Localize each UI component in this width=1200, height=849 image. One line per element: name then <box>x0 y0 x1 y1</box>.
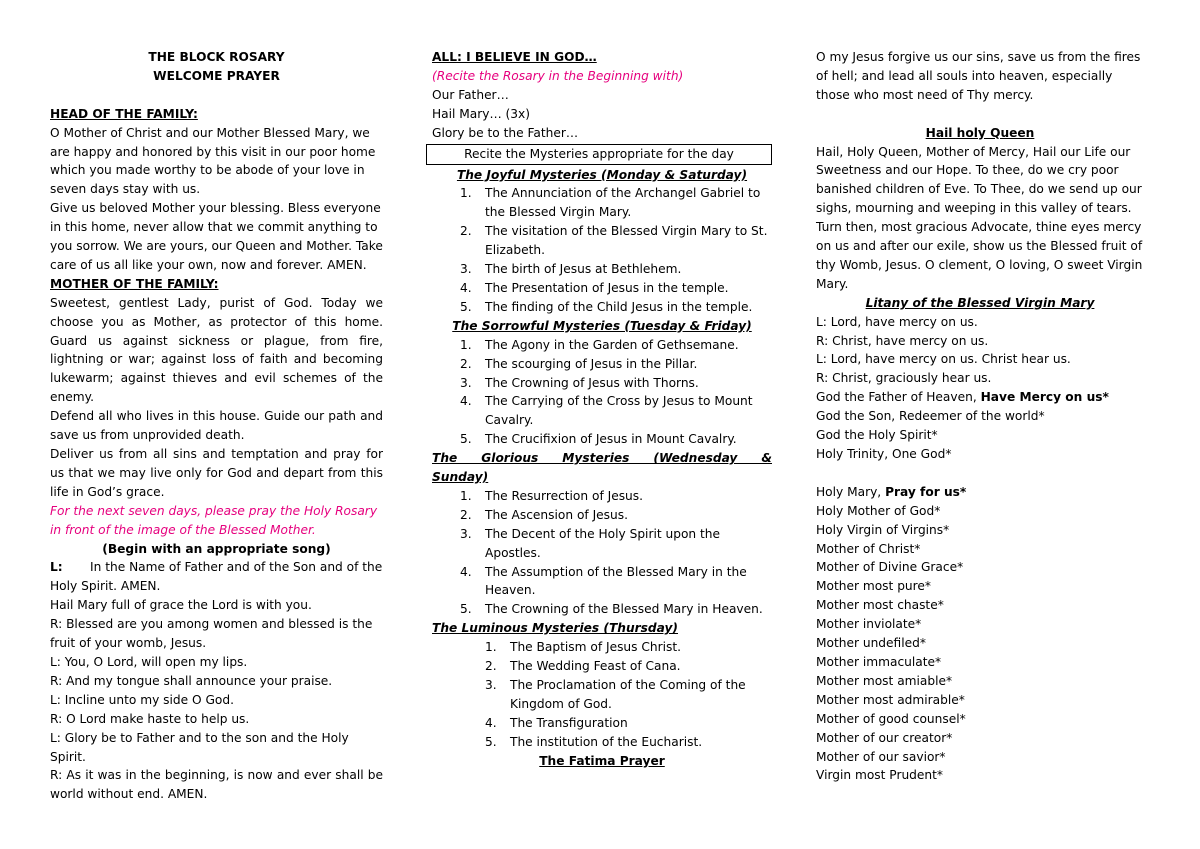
list-item: 2. The visitation of the Blessed Virgin Mary to St. Elizabeth. <box>460 224 768 258</box>
litany-line: Mother of Christ* <box>816 541 921 556</box>
luminous-mysteries-title: The Luminous Mysteries (Thursday) <box>432 621 678 636</box>
doc-subtitle: WELCOME PRAYER <box>153 68 280 83</box>
column-mysteries <box>432 48 772 771</box>
list-item: 1. The Baptism of Jesus Christ. <box>485 640 682 655</box>
litany-line: Holy Trinity, One God* <box>816 447 952 462</box>
litany-line: L: Lord, have mercy on us. Christ hear us. <box>816 352 1071 367</box>
fatima-prayer-title: The Fatima Prayer <box>539 753 665 768</box>
head-of-family-heading: HEAD OF THE FAMILY: <box>50 106 198 121</box>
litany-line: Holy Virgin of Virgins* <box>816 522 950 537</box>
prayer-line: Hail Mary… (3x) <box>432 106 531 121</box>
doc-title: THE BLOCK ROSARY <box>148 50 285 64</box>
seven-days-note: For the next seven days, please pray the Holy Rosary in front of the image of the Blessed Mother. <box>50 503 378 537</box>
sorrowful-mysteries-title: The Sorrowful Mysteries (Tuesday & Friday) <box>452 318 752 333</box>
list-item: 1. The Agony in the Garden of Gethsemane. <box>460 337 739 352</box>
mysteries-instruction-box: Recite the Mysteries appropriate for the day <box>426 144 772 165</box>
opening-line: R: And my tongue shall announce your praise. <box>50 673 333 688</box>
list-item: 4. The Transfiguration <box>485 715 628 730</box>
mother-paragraph-3: Deliver us from all sins and temptation and pray for us that we may live only for God and depart from this life in God’s grace. <box>50 447 383 499</box>
litany-line: Mother most amiable* <box>816 673 953 688</box>
litany-line: God the Father of Heaven, Have Mercy on us* <box>816 390 1109 405</box>
litany-line: Mother inviolate* <box>816 617 922 632</box>
welcome-paragraph-1: O Mother of Christ and our Mother Blessed Mary, we are happy and honored by this visit in our poor home which you made worthy to be abode of your love in seven days stay with us. <box>50 125 376 197</box>
list-item: 3. The Proclamation of the Coming of the Kingdom of God. <box>485 678 746 711</box>
hail-holy-queen-text: Hail, Holy Queen, Mother of Mercy, Hail our Life our Sweetness and our Hope. To thee, do we cry poor banished children of Eve. To Thee, do we send up our sighs, mourning and weeping in this valley of tears. Turn then, most gracious Advocate, thine eyes mercy on us and after our exile, show us the Blessed fruit of thy Womb, Jesus. O clement, O loving, O sweet Virgin Mary. <box>816 144 1143 291</box>
litany-line: Mother of Divine Grace* <box>816 560 964 575</box>
litany-line: Virgin most Prudent* <box>816 768 944 783</box>
begin-song-instruction: (Begin with an appropriate song) <box>102 541 331 556</box>
list-item: 4. The Presentation of Jesus in the temple. <box>460 280 729 295</box>
litany-line: Mother most admirable* <box>816 692 965 707</box>
litany-line: Mother undefiled* <box>816 636 926 651</box>
creed-heading: ALL: I BELIEVE IN GOD… <box>432 50 597 64</box>
sign-of-cross-line <box>50 558 383 596</box>
mother-of-family-heading: MOTHER OF THE FAMILY: <box>50 276 219 291</box>
list-item: 3. The birth of Jesus at Bethlehem. <box>460 262 682 277</box>
list-item: 3. The Crowning of Jesus with Thorns. <box>460 375 699 390</box>
litany-line: Mother immaculate* <box>816 654 942 669</box>
column-litany <box>816 48 1144 785</box>
litany-line: Holy Mary, Pray for us* <box>816 484 967 499</box>
list-item: 4. The Assumption of the Blessed Mary in the Heaven. <box>460 564 747 598</box>
rosary-beginning-note: (Recite the Rosary in the Beginning with) <box>432 68 684 83</box>
litany-line: L: Lord, have mercy on us. <box>816 314 978 329</box>
hail-holy-queen-title: Hail holy Queen <box>925 125 1035 140</box>
luminous-mysteries-list <box>432 638 772 751</box>
leader-label: L: <box>50 560 63 575</box>
litany-title: Litany of the Blessed Virgin Mary <box>865 295 1095 310</box>
list-item: 5. The finding of the Child Jesus in the temple. <box>460 299 753 314</box>
opening-line: R: As it was in the beginning, is now and ever shall be world without end. AMEN. <box>50 768 383 802</box>
list-item: 5. The Crucifixion of Jesus in Mount Cavalry. <box>460 432 737 447</box>
sign-of-cross-text: In the Name of Father and of the Son and of the Holy Spirit. AMEN. <box>50 560 383 594</box>
litany-line: Mother of good counsel* <box>816 711 966 726</box>
list-item: 2. The Wedding Feast of Cana. <box>485 659 681 674</box>
opening-line: Hail Mary full of grace the Lord is with you. <box>50 598 312 613</box>
joyful-mysteries-title: The Joyful Mysteries (Monday & Saturday) <box>456 167 748 182</box>
litany-line: Mother of our savior* <box>816 749 946 764</box>
litany-line: God the Son, Redeemer of the world* <box>816 409 1045 424</box>
opening-line: R: Blessed are you among women and blessed is the fruit of your womb, Jesus. <box>50 617 373 651</box>
mother-paragraph-1: Sweetest, gentlest Lady, purist of God. Today we choose you as Mother, as protector of this home. Guard us against sickness or plague, from fire, lightning or war; against loss of faith and becoming lukewarm; against thieves and evil schemes of the enemy. <box>50 295 383 405</box>
litany-line: Mother most pure* <box>816 579 931 594</box>
litany-line: R: Christ, have mercy on us. <box>816 333 989 348</box>
litany-line: God the Holy Spirit* <box>816 428 938 443</box>
list-item: 2. The Ascension of Jesus. <box>460 507 628 522</box>
litany-line: Mother most chaste* <box>816 598 944 613</box>
opening-line: L: Incline unto my side O God. <box>50 692 234 707</box>
column-welcome-prayer <box>50 48 383 804</box>
list-item: 3. The Decent of the Holy Spirit upon the Apostles. <box>460 526 721 560</box>
list-item: 1. The Annunciation of the Archangel Gabriel to the Blessed Virgin Mary. <box>460 186 761 220</box>
glorious-mysteries-list <box>432 487 772 619</box>
litany-line: Holy Mother of God* <box>816 503 941 518</box>
litany-line: Mother of our creator* <box>816 730 953 745</box>
list-item: 5. The institution of the Eucharist. <box>485 734 703 749</box>
glorious-mysteries-title: The Glorious Mysteries (Wednesday & Sunday) <box>432 451 772 485</box>
list-item: 4. The Carrying of the Cross by Jesus to Mount Cavalry. <box>460 394 753 428</box>
prayer-line: Our Father… <box>432 87 509 102</box>
list-item: 5. The Crowning of the Blessed Mary in Heaven. <box>460 602 763 617</box>
joyful-mysteries-list <box>432 184 772 316</box>
prayer-line: Glory be to the Father… <box>432 125 579 140</box>
sorrowful-mysteries-list <box>432 336 772 449</box>
list-item: 2. The scourging of Jesus in the Pillar. <box>460 356 698 371</box>
mother-paragraph-2: Defend all who lives in this house. Guide our path and save us from unprovided death. <box>50 409 383 443</box>
list-item: 1. The Resurrection of Jesus. <box>460 488 644 503</box>
opening-line: L: Glory be to Father and to the son and the Holy Spirit. <box>50 730 349 764</box>
opening-line: L: You, O Lord, will open my lips. <box>50 654 248 669</box>
welcome-paragraph-2: Give us beloved Mother your blessing. Bless everyone in this home, never allow that we commit anything to you sorrow. We are yours, our Queen and Mother. Take care of us all like your own, now and forever. AMEN. <box>50 201 383 272</box>
litany-line: R: Christ, graciously hear us. <box>816 371 992 386</box>
fatima-prayer-text: O my Jesus forgive us our sins, save us from the fires of hell; and lead all souls into heaven, especially those who most need of Thy mercy. <box>816 50 1141 102</box>
opening-line: R: O Lord make haste to help us. <box>50 711 250 726</box>
